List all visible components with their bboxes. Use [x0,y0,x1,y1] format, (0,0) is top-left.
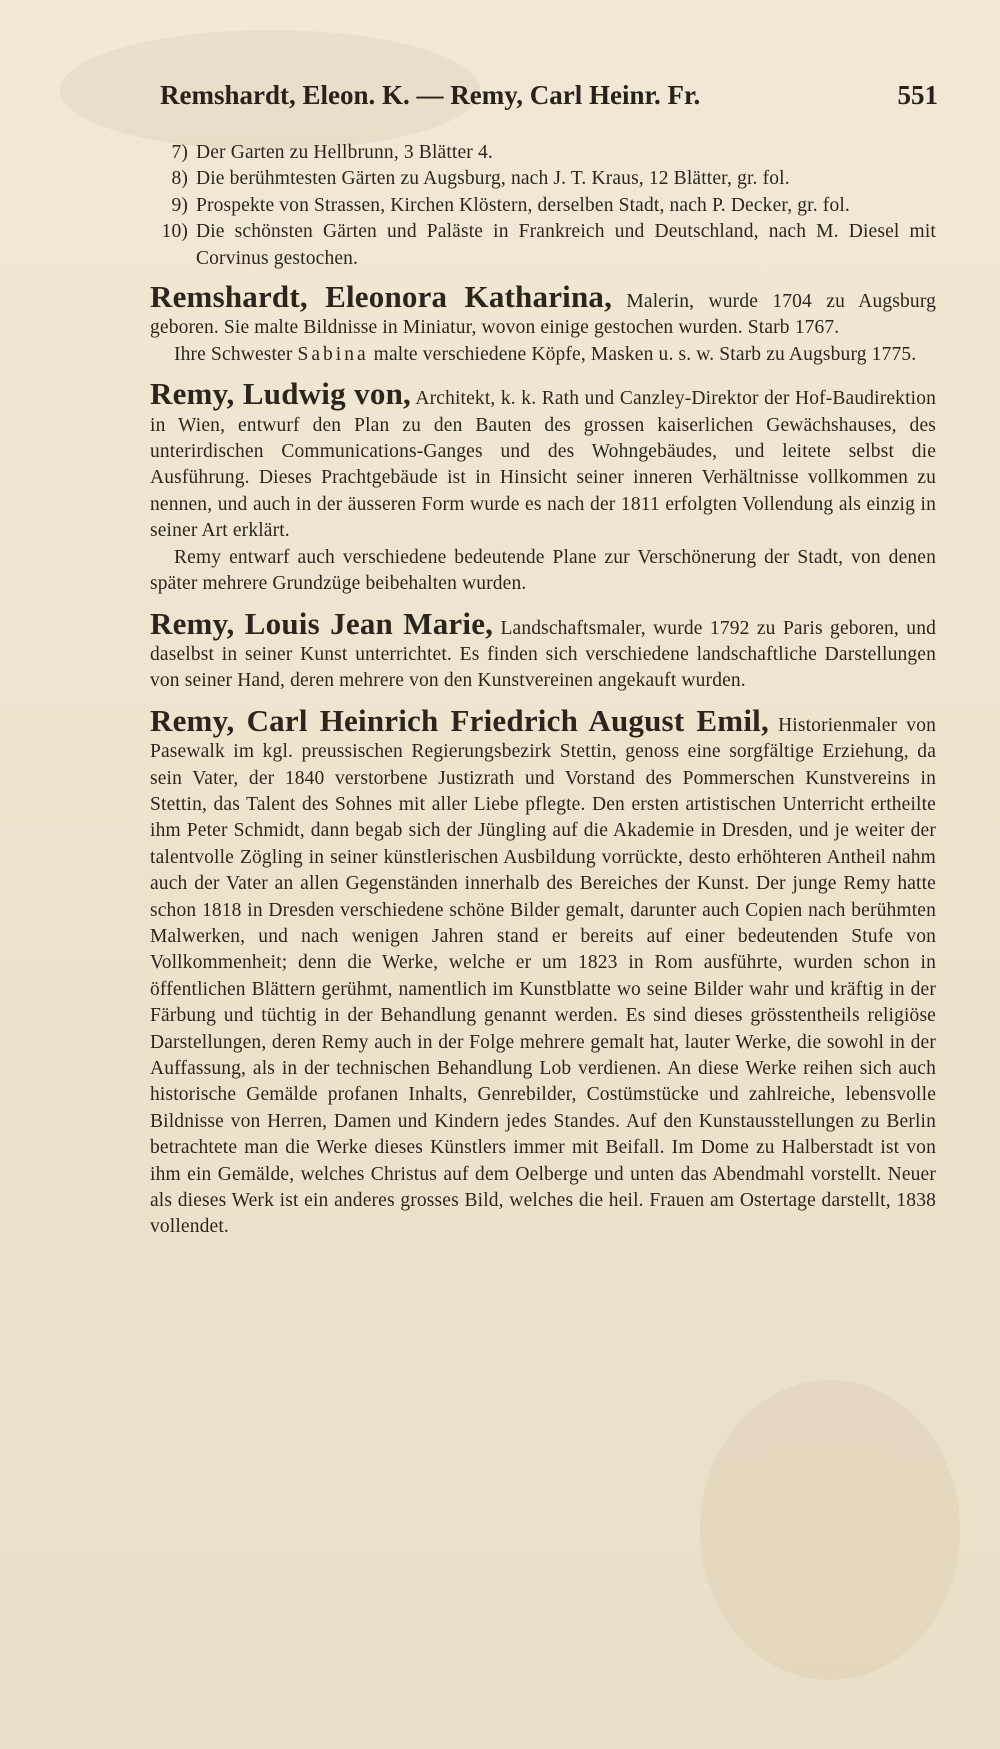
entry-spaced-name: Sabina [297,343,369,365]
list-item-number: 7) [171,142,188,163]
entry-text: Architekt, k. k. Rath und Canzley-Direktor der Hof-Baudirektion in Wien, entwurf den Plan zu den Bauten des grossen kaiserlichen Gewächshauses, des unterirdischen Communications-Ganges und des Wohngebäudes, und leitete selbst die Ausführung. Dieses Prachtgebäude ist in Hinsicht seiner inneren Verhältnisse vollkommen zu nennen, und auch in der äusseren Form wurde es nach der 1811 erfolgten Vollendung als einzig in seiner Art erklärt. [150,388,937,542]
header-title: Remshardt, Eleon. K. — Remy, Carl Heinr. Fr. [160,80,701,110]
entry-paragraph [150,376,937,544]
entry-name: Remy, Ludwig von, [150,376,411,412]
entry-remy-ludwig [150,376,937,597]
entry-text: Landschaftsmaler, wurde 1792 zu Paris geboren, und daselbst in seiner Kunst unterrichtet. Es finden sich verschiedene landschaftliche Darstellungen von seiner Hand, deren mehrere von den Kunstvereinen angekauft wurden. [150,617,936,692]
entry-text: Malerin, wurde 1704 zu Augsburg geboren. Sie malte Bildnisse in Miniatur, wovon einige gestochen wurden. Starb 1767. [150,291,937,339]
entry-name: Remy, Carl Heinrich Friedrich August Emil, [150,702,769,738]
page-number: 551 [897,80,938,110]
entry-text: Historienmaler von Pasewalk im kgl. preussischen Regierungsbezirk Stettin, genoss eine sorgfältige Erziehung, da sein Vater, der 1840 verstorbene Justizrath und Vorstand des Pommerschen Kunstvereins in Stettin, das Talent des Sohnes mit aller Liebe pflegte. Den ersten artistischen Unterricht ertheilte ihm Peter Schmidt, dann begab sich der Jüngling auf die Akademie in Dresden, und je weiter der talentvolle Zögling in seiner künstlerischen Ausbildung vorrückte, desto erhöhteren Antheil nahm auch der Vater an allen Gegenständen innerhalb des Bereiches der Kunst. Der junge Remy hatte schon 1818 in Dresden verschiedene schöne Bilder gemalt, darunter auch Copien nach berühmten Malwerken, und nach wenigen Jahren stand er bereits auf einer bedeutenden Stufe von Vollkommenheit; denn die Werke, welche er um 1823 in Rom ausführte, wurden schon in öffentlichen Blättern gerühmt, namentlich im Kunstblatte wo seine Bilder wahr und kräftig in der Färbung und tüchtig in der Behandlung genannt werden. Es sind dieses grösstentheils religiöse Darstellungen, deren Remy auch in der Folge mehrere gemalt hat, lauter Werke, die sowohl in der Auffassung, als in der technischen Behandlung Lob verdienen. An diese Werke reihen sich auch historische Gemälde profanen Inhalts, Genrebilder, Costümstücke und zahlreiche, lebensvolle Bildnisse von Herren, Damen und Kindern jedes Standes. Auf den Kunstausstellungen zu Berlin betrachtete man die Werke dieses Künstlers immer mit Beifall. Im Dome zu Halberstadt ist von ihm ein Gemälde, welches Christus auf dem Oelberge und unten das Abendmahl vorstellt. Neuer als dieses Werk ist ein anderes grosses Bild, welches die heil. Frauen am Ostertage darstellt, 1838 vollendet. [150,714,937,1238]
entry-paragraph [150,545,936,598]
entry-remy-carl [150,702,937,1241]
entry-paragraph [150,605,936,695]
entry-paragraph [150,279,937,342]
list-item [150,140,936,166]
list-item [150,219,936,272]
entry-remy-louis [150,605,936,695]
list-item-text: Die schönsten Gärten und Paläste in Frankreich und Deutschland, nach M. Diesel mit Corvinus gestochen. [196,221,936,269]
page-body [150,140,936,1254]
list-item [150,193,936,219]
paper-stain [700,1380,960,1680]
entry-text: Ihre Schwester [174,343,293,365]
works-list [150,140,936,272]
list-item-text: Die berühmtesten Gärten zu Augsburg, nach J. T. Kraus, 12 Blätter, gr. fol. [196,168,790,190]
entry-remshardt-eleonora [150,279,937,368]
entry-name: Remy, Louis Jean Marie, [150,605,494,641]
list-item-number: 8) [171,168,188,190]
list-item-text: Der Garten zu Hellbrunn, 3 Blätter 4. [196,142,493,163]
running-header [160,80,938,120]
entry-paragraph [150,342,936,368]
list-item [150,166,936,192]
entry-text: malte verschiedene Köpfe, Masken u. s. w. Starb zu Augsburg 1775. [373,343,917,365]
entry-paragraph [150,702,937,1241]
entry-text: Remy entwarf auch verschiedene bedeutende Plane zur Verschönerung der Stadt, von denen später mehrere Grundzüge beibehalten wurden. [150,546,936,595]
list-item-number: 10) [161,221,188,243]
list-item-number: 9) [171,194,188,216]
list-item-text: Prospekte von Strassen, Kirchen Klöstern, derselben Stadt, nach P. Decker, gr. fol. [196,194,850,216]
entry-name: Remshardt, Eleonora Katharina, [150,279,613,315]
